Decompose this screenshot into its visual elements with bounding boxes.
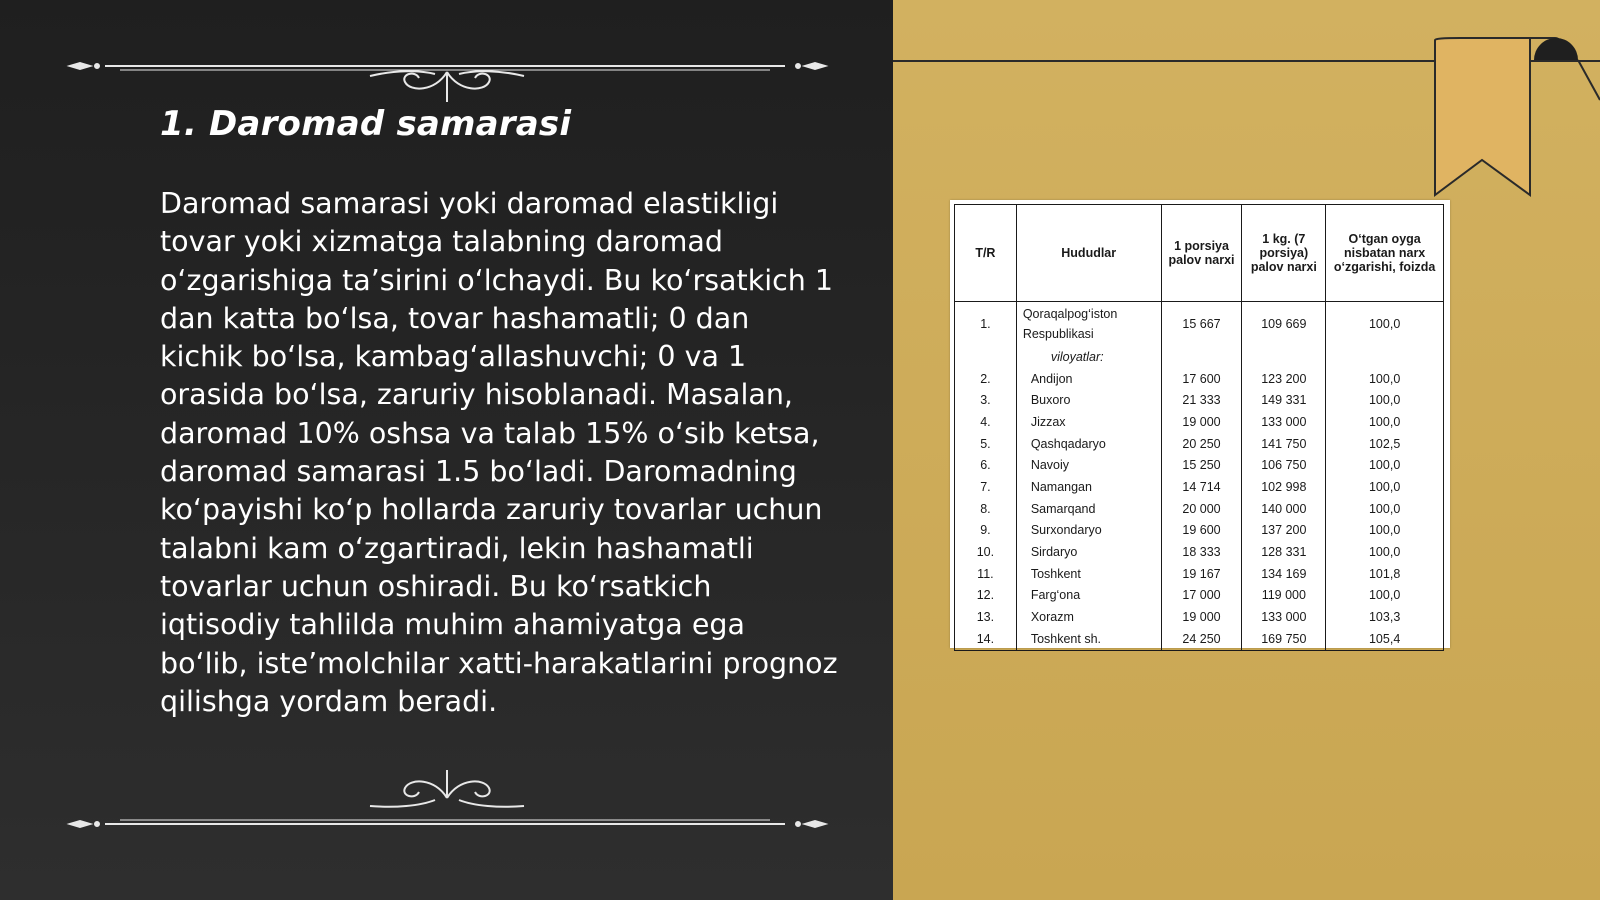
row-portion: 19 167 (1161, 563, 1242, 585)
row-region: Buxoro (1016, 389, 1161, 411)
row-change: 100,0 (1326, 454, 1444, 476)
row-kg: 133 000 (1242, 606, 1326, 628)
row-region: Xorazm (1016, 606, 1161, 628)
header-portion-price: 1 porsiya palov narxi (1161, 205, 1242, 302)
row-portion: 17 000 (1161, 585, 1242, 607)
row-region: Surxondaryo (1016, 520, 1161, 542)
row-change: 103,3 (1326, 606, 1444, 628)
row-region: Toshkent (1016, 563, 1161, 585)
row-portion: 15 667 (1161, 302, 1242, 347)
row-kg: 133 000 (1242, 411, 1326, 433)
row-region: Jizzax (1016, 411, 1161, 433)
row-region: Sirdaryo (1016, 541, 1161, 563)
row-num: 9. (955, 520, 1017, 542)
row-num: 1. (955, 302, 1017, 347)
row-portion: 19 600 (1161, 520, 1242, 542)
row-change: 100,0 (1326, 368, 1444, 390)
slide-title: 1. Daromad samarasi (160, 104, 572, 144)
row-region: Andijon (1016, 368, 1161, 390)
row-num: 11. (955, 563, 1017, 585)
row-portion: 24 250 (1161, 628, 1242, 650)
slide-body-text: Daromad samarasi yoki daromad elastikligi tovar yoki xizmatga talabning daromad o‘zgarishiga ta’sirini o‘lchaydi. Bu ko‘rsatkich 1 dan katta bo‘lsa, tovar hashamatli; 0 dan kichik bo‘lsa, kambag‘allashuvchi; 0 va 1 orasida bo‘lsa, zaruriy hisoblanadi. Masalan, daromad 10% oshsa va talab 15% o‘sib ketsa, daromad samarasi 1.5 bo‘ladi. Daromadning ko‘payishi ko‘p hollarda zaruriy tovarlar uchun talabni kam o‘zgartiradi, lekin hashamatli tovarlar uchun oshiradi. Bu ko‘rsatkich iqtisodiy tahlilda muhim ahamiyatga ega bo‘lib, iste’molchilar xatti-harakatlarini prognoz qilishga yordam beradi. (160, 187, 838, 718)
row-region: Farg‘ona (1016, 585, 1161, 607)
row-num: 6. (955, 454, 1017, 476)
row-portion: 14 714 (1161, 476, 1242, 498)
row-kg: 169 750 (1242, 628, 1326, 650)
row-portion: 19 000 (1161, 606, 1242, 628)
row-change: 100,0 (1326, 498, 1444, 520)
row-change: 100,0 (1326, 411, 1444, 433)
row-change: 100,0 (1326, 585, 1444, 607)
region-line1: Qoraqalpog‘iston (1022, 307, 1118, 321)
table-header-row (955, 205, 1444, 302)
row-change: 100,0 (1326, 476, 1444, 498)
top-ornament-icon (65, 42, 830, 102)
table-row (955, 520, 1444, 542)
table-row (955, 541, 1444, 563)
table-row (955, 628, 1444, 650)
row-region: Navoiy (1016, 454, 1161, 476)
row-kg: 119 000 (1242, 585, 1326, 607)
row-change: 100,0 (1326, 541, 1444, 563)
row-portion: 20 250 (1161, 433, 1242, 455)
row-region: Namangan (1016, 476, 1161, 498)
table-subheader-row (955, 346, 1444, 368)
row-region: Samarqand (1016, 498, 1161, 520)
row-portion: 15 250 (1161, 454, 1242, 476)
row-kg: 106 750 (1242, 454, 1326, 476)
row-change: 100,0 (1326, 302, 1444, 347)
row-num: 7. (955, 476, 1017, 498)
row-region: Toshkent sh. (1016, 628, 1161, 650)
row-region (1016, 302, 1161, 347)
table-row (955, 368, 1444, 390)
row-num: 3. (955, 389, 1017, 411)
row-kg: 134 169 (1242, 563, 1326, 585)
row-num: 5. (955, 433, 1017, 455)
row-num: 14. (955, 628, 1017, 650)
table-row (955, 433, 1444, 455)
row-portion: 21 333 (1161, 389, 1242, 411)
row-region: Qashqadaryo (1016, 433, 1161, 455)
table-row (955, 454, 1444, 476)
row-change: 101,8 (1326, 563, 1444, 585)
table-row (955, 498, 1444, 520)
header-region: Hududlar (1016, 205, 1161, 302)
row-num: 10. (955, 541, 1017, 563)
row-kg: 137 200 (1242, 520, 1326, 542)
row-change: 100,0 (1326, 520, 1444, 542)
row-num: 8. (955, 498, 1017, 520)
row-change: 102,5 (1326, 433, 1444, 455)
row-kg: 102 998 (1242, 476, 1326, 498)
subheader-viloyatlar: viloyatlar: (1016, 346, 1161, 368)
price-table-card (950, 200, 1450, 648)
bookmark-ribbon-icon (1430, 30, 1600, 205)
table-row (955, 585, 1444, 607)
table-row (955, 411, 1444, 433)
row-kg: 141 750 (1242, 433, 1326, 455)
table-row (955, 476, 1444, 498)
header-num: T/R (955, 205, 1017, 302)
table-row (955, 302, 1444, 347)
region-line2: Respublikasi (1022, 327, 1094, 341)
row-num: 13. (955, 606, 1017, 628)
row-portion: 19 000 (1161, 411, 1242, 433)
row-portion: 18 333 (1161, 541, 1242, 563)
row-kg: 128 331 (1242, 541, 1326, 563)
price-table (954, 204, 1444, 651)
row-change: 100,0 (1326, 389, 1444, 411)
row-portion: 17 600 (1161, 368, 1242, 390)
row-num: 4. (955, 411, 1017, 433)
table-row (955, 389, 1444, 411)
row-num: 12. (955, 585, 1017, 607)
row-kg: 149 331 (1242, 389, 1326, 411)
row-change: 105,4 (1326, 628, 1444, 650)
table-row (955, 563, 1444, 585)
header-price-change: O‘tgan oyga nisbatan narx o‘zgarishi, foizda (1326, 205, 1444, 302)
header-kg-price: 1 kg. (7 porsiya) palov narxi (1242, 205, 1326, 302)
bottom-ornament-icon (65, 770, 830, 830)
row-portion: 20 000 (1161, 498, 1242, 520)
row-kg: 123 200 (1242, 368, 1326, 390)
table-row (955, 606, 1444, 628)
row-kg: 140 000 (1242, 498, 1326, 520)
row-kg: 109 669 (1242, 302, 1326, 347)
row-num: 2. (955, 368, 1017, 390)
